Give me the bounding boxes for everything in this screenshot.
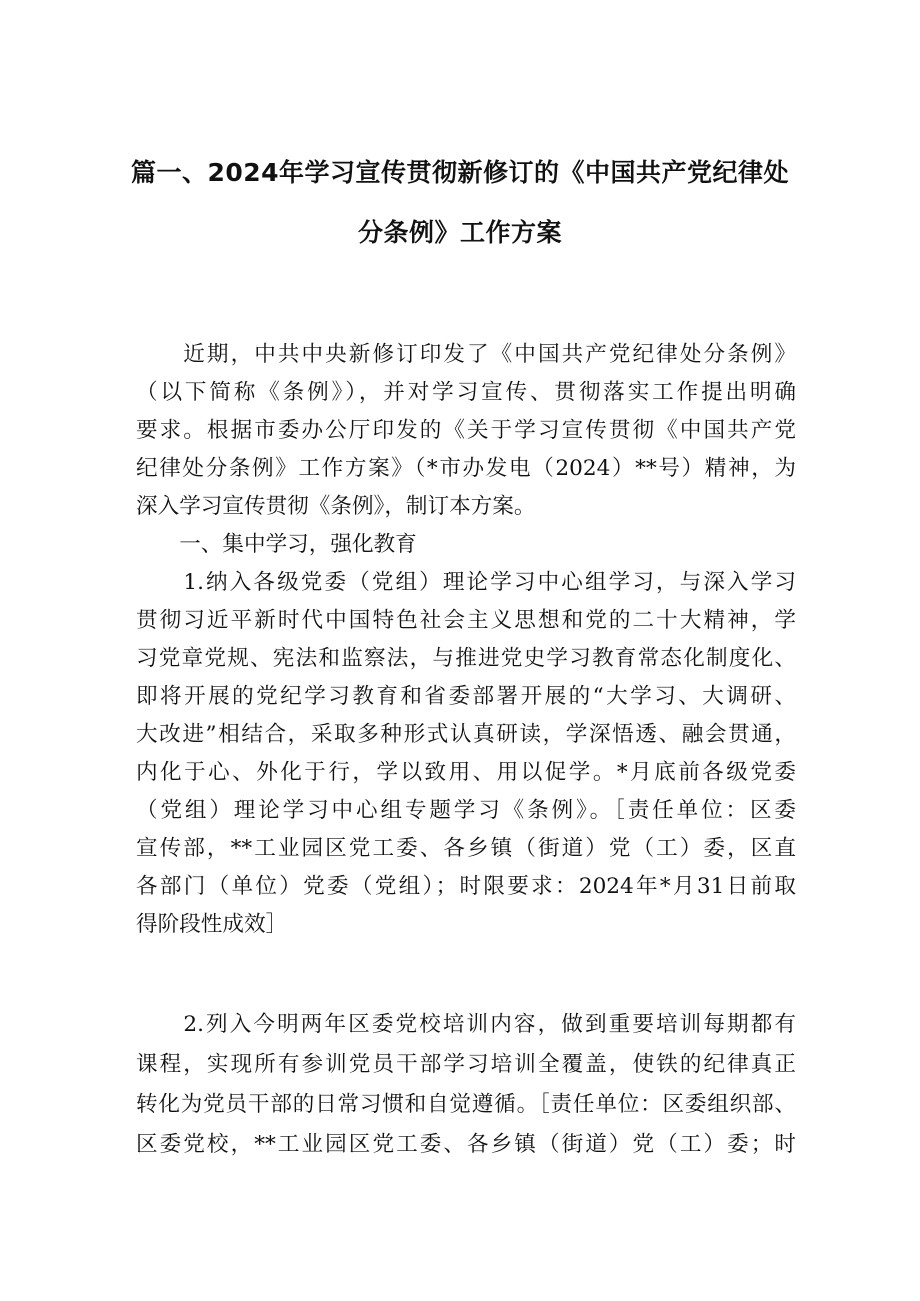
- item-2-line: 课程，实现所有参训党员干部学习培训全覆盖，使铁的纪律真正: [136, 1052, 796, 1077]
- item-1-line: 得阶段性成效］: [136, 912, 288, 937]
- item-1-line: 大改进”相结合，采取多种形式认真研读，学深悟透、融会贯通，: [136, 722, 796, 747]
- section-heading: 一、集中学习，强化教育: [136, 532, 417, 557]
- intro-line: （以下简称《条例》），并对学习宣传、贯彻落实工作提出明确: [136, 380, 796, 405]
- intro-line: 深入学习宣传贯彻《条例》，制订本方案。: [136, 494, 536, 519]
- item-2-line: 转化为党员干部的日常习惯和自觉遵循。［责任单位：区委组织部、: [136, 1092, 796, 1117]
- intro-line: 纪律处分条例》工作方案》（*市办发电（2024）**号）精神，为: [136, 456, 796, 481]
- item-1-line: 内化于心、外化于行，学以致用、用以促学。*月底前各级党委: [136, 760, 796, 785]
- item-1-line: 习党章党规、宪法和监察法，与推进党史学习教育常态化制度化、: [136, 646, 796, 671]
- item-2-line: 2.列入今明两年区委党校培训内容，做到重要培训每期都有: [136, 1012, 796, 1037]
- item-1-line: （党组）理论学习中心组专题学习《条例》。［责任单位：区委: [136, 798, 796, 823]
- document-title-line-2: 分条例》工作方案: [357, 218, 562, 247]
- item-2-line: 区委党校，**工业园区党工委、各乡镇（街道）党（工）委；时: [136, 1132, 796, 1157]
- intro-line: 要求。根据市委办公厅印发的《关于学习宣传贯彻《中国共产党: [136, 418, 796, 443]
- intro-line: 近期，中共中央新修订印发了《中国共产党纪律处分条例》: [136, 342, 796, 367]
- item-1-line: 即将开展的党纪学习教育和省委部署开展的“大学习、大调研、: [136, 684, 796, 709]
- item-1-line: 宣传部，**工业园区党工委、各乡镇（街道）党（工）委，区直: [136, 836, 796, 861]
- document-title-line-1: 篇一、2024年学习宣传贯彻新修订的《中国共产党纪律处: [130, 158, 790, 187]
- item-1-line: 1.纳入各级党委（党组）理论学习中心组学习，与深入学习: [136, 570, 796, 595]
- item-1-line: 各部门（单位）党委（党组）；时限要求：2024年*月31日前取: [136, 874, 796, 899]
- item-1-line: 贯彻习近平新时代中国特色社会主义思想和党的二十大精神，学: [136, 608, 796, 633]
